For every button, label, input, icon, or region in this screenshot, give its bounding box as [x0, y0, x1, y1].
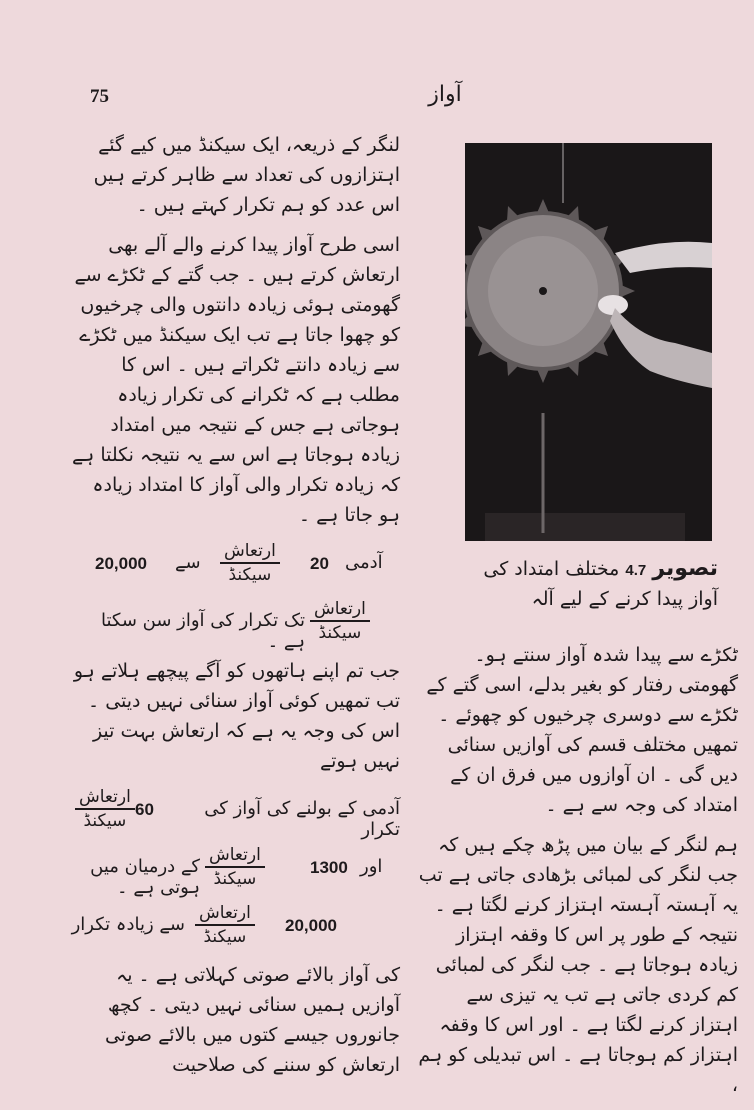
eq3-value: 60: [135, 800, 154, 819]
page-number: 75: [90, 86, 109, 107]
eq4-prefix: اور: [360, 856, 383, 877]
eq4-suffix: کے درمیان میں ہوتی ہے ۔: [90, 856, 200, 898]
toothed-wheel-illustration: [465, 143, 712, 541]
eq3-fraction: [75, 786, 135, 832]
paragraph-different-sounds: ٹکڑے سے پیدا شدہ آواز سنتے ہو۔ گھومتی رفتار کو بغیر بدلے، اسی گتے کے ٹکڑے سے دوسری چرخیوں کو چھوئے ۔ تمھیں مختلف قسم کی آوازیں سنائی دیں گی ۔ ان آوازوں میں فرق ان کے امتداد کی وجہ سے ہے ۔: [426, 644, 738, 816]
figure-caption: [470, 555, 718, 613]
paragraph-sound-pitch: اسی طرح آواز پیدا کرنے والے آلے بھی ارتعاش کرتے ہیں ۔ جب گتے کے ٹکڑے سے گھومتی ہوئی زیادہ دانتوں والی چرخیوں کو چھوا جاتا ہے تب ایک سیکنڈ میں ٹکڑے سے زیادہ دانتے ٹکراتے ہیں ۔ اس کا مطلب ہے کہ ٹکرانے کی تکرار زیادہ ہوجاتی ہے جس کے نتیجہ میں امتداد زیادہ ہوجاتا ہے اس سے یہ نتیجہ نکلتا ہے کہ زیادہ تکرار والی آواز کا امتداد زیادہ ہو جاتا ہے ۔: [72, 234, 400, 526]
figure-photo-toothed-wheel: [465, 143, 712, 541]
eq4-numerator: ارتعاش: [209, 845, 261, 865]
eq3-denominator: سیکنڈ: [75, 808, 135, 832]
speech-frequency-range: [70, 844, 400, 896]
figure-caption-text: مختلف امتداد کی آواز پیدا کرنے کے لیے آلہ: [483, 558, 718, 610]
eq2-numerator: ارتعاش: [314, 599, 366, 619]
left-text-column: [70, 130, 400, 1090]
paragraph-pendulum-period: ہم لنگر کے بیان میں پڑھ چکے ہیں کہ جب لنگر کی لمبائی بڑھادی جاتی ہے تب یہ آہستہ آہستہ اہتزاز کرنے لگتا ہے ۔ نتیجہ کے طور پر اس کا وقفہ اہتزاز زیادہ ہوجاتا ہے ۔ جب لنگر کی لمبائی کم کردی جاتی ہے تب یہ تیزی سے اہتزاز کرنے لگتا ہے ۔ اور اس کا وقفہ اہتزاز کم ہوجاتا ہے ۔ اس تبدیلی کو ہم ،: [418, 834, 738, 1096]
eq2-denominator: سیکنڈ: [310, 620, 370, 644]
eq5-denominator: سیکنڈ: [195, 924, 255, 948]
hearing-range-equation: [70, 540, 400, 592]
right-text-column: [418, 640, 738, 1110]
eq2-suffix: تک تکرار کی آواز سن سکتا ہے ۔: [101, 610, 305, 652]
eq4-fraction: [205, 844, 265, 890]
paragraph-ultrasonic: کی آواز بالائے صوتی کہلاتی ہے ۔ یہ آوازیں ہمیں سنائی نہیں دیتی ۔ کچھ جانوروں جیسے کتوں میں بالائے صوتی ارتعاش کو سننے کی صلاحیت: [104, 964, 400, 1076]
paragraph-hand-waving: جب تم اپنے ہاتھوں کو آگے پیچھے ہلاتے ہو تب تمھیں کوئی آواز سنائی نہیں دیتی ۔ اس کی وجہ یہ ہے کہ ارتعاش بہت تیز نہیں ہوتے: [73, 660, 400, 772]
ultrasonic-equation: [70, 902, 400, 954]
eq1-prefix: آدمی: [345, 552, 383, 573]
eq1-low-value: 20: [310, 554, 329, 573]
eq3-numerator: ارتعاش: [79, 787, 131, 807]
eq1-high-value: 20,000: [95, 554, 147, 573]
eq5-numerator: ارتعاش: [199, 903, 251, 923]
eq3-text: آدمی کے بولنے کی آواز کی تکرار: [204, 798, 400, 840]
eq1-denominator: سیکنڈ: [220, 562, 280, 586]
eq4-denominator: سیکنڈ: [205, 866, 265, 890]
eq2-fraction: [310, 598, 370, 644]
figure-label: تصویر: [652, 556, 718, 581]
speech-frequency-equation: [70, 786, 400, 838]
eq1-numerator: ارتعاش: [224, 541, 276, 561]
figure-number: 4.7: [625, 562, 647, 579]
hearing-range-continuation: [70, 598, 400, 650]
eq5-fraction: [195, 902, 255, 948]
paragraph-frequency-definition: لنگر کے ذریعہ، ایک سیکنڈ میں کیے گئے اہتزازوں کی تعداد سے ظاہر کرتے ہیں اس عدد کو ہم تکرار کہتے ہیں ۔: [93, 134, 400, 216]
running-title: آواز: [428, 82, 462, 107]
eq5-value: 20,000: [285, 916, 337, 935]
eq1-fraction: [220, 540, 280, 586]
eq1-connector: سے: [175, 552, 201, 573]
eq5-suffix: سے زیادہ تکرار: [71, 914, 185, 935]
eq4-value: 1300: [310, 858, 348, 877]
